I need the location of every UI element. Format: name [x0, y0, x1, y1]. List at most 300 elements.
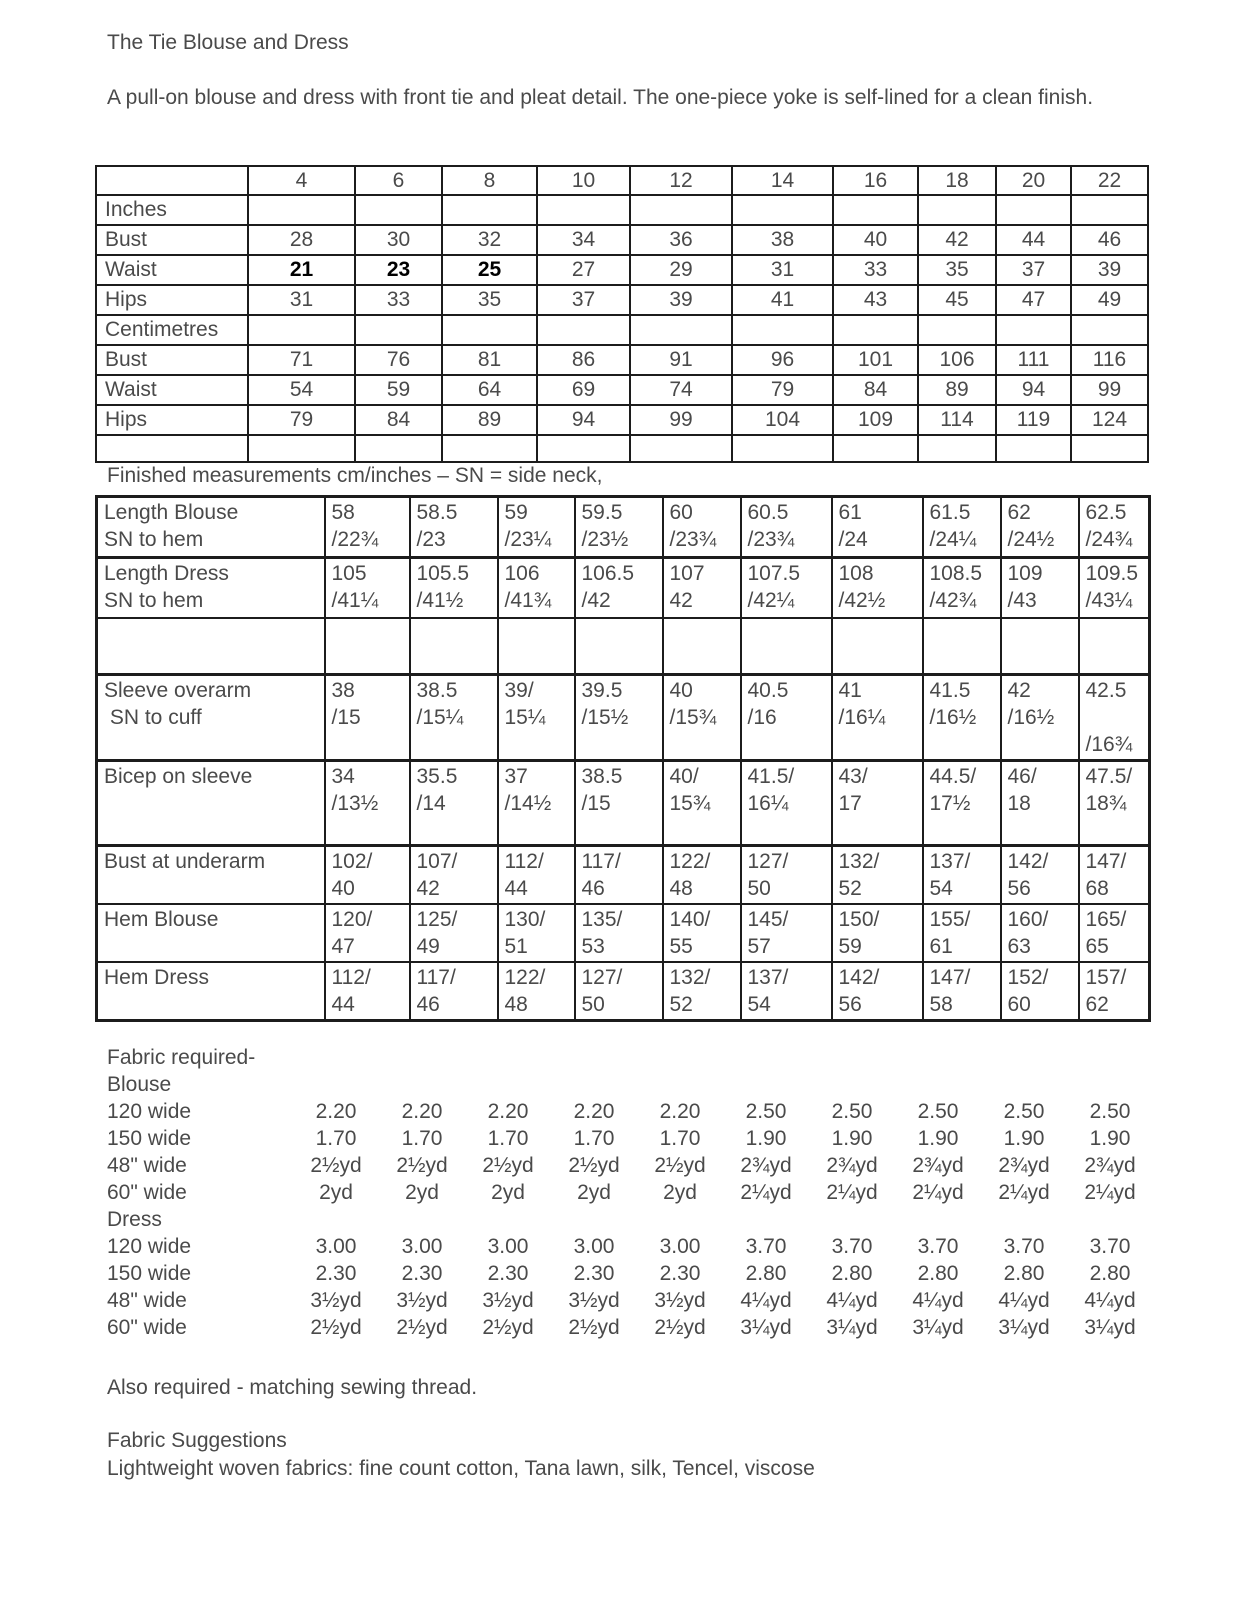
measurement-label-cell: Bust — [96, 225, 248, 255]
size-header-cell: 12 — [630, 166, 732, 195]
measurement-value-cell: 124 — [1071, 405, 1148, 435]
finished-value-cell — [923, 497, 1001, 558]
finished-measurement-row — [97, 675, 1150, 761]
cell-line: 18¾ — [1085, 792, 1127, 815]
measurement-value-cell: 42 — [918, 225, 996, 255]
measurement-value-cell: 54 — [248, 375, 355, 405]
fabric-required-table — [107, 1044, 1153, 1341]
finished-value-cell — [575, 761, 663, 846]
finished-value-cell — [410, 497, 498, 558]
measurement-value-cell: 28 — [248, 225, 355, 255]
cell-line: 60 — [1007, 993, 1031, 1016]
finished-value-cell — [1079, 761, 1150, 846]
measurement-value-cell: 96 — [732, 345, 833, 375]
finished-value-cell — [575, 558, 663, 619]
cell-line: 38 — [331, 679, 355, 702]
finished-value-cell — [410, 558, 498, 619]
cell-line: 102/ — [331, 850, 373, 873]
cell-line: Sleeve overarm — [104, 679, 252, 702]
measurement-value-cell: 89 — [442, 405, 537, 435]
cell-line: 155/ — [929, 908, 971, 931]
cell-line: Hem Dress — [104, 966, 210, 989]
fabric-amount-cell: 2½yd — [482, 1154, 534, 1177]
finished-measurements-table-body — [97, 497, 1150, 1021]
finished-value-cell — [923, 904, 1001, 962]
cell-line: 47 — [331, 935, 355, 958]
fabric-amount-cell: 2¼yd — [912, 1181, 964, 1204]
finished-value-cell — [1079, 618, 1150, 675]
empty-cell — [833, 435, 918, 462]
fabric-requirement-row — [107, 1152, 1153, 1179]
cell-line: 165/ — [1085, 908, 1127, 931]
cell-line: Bust at underarm — [104, 850, 266, 873]
size-header-cell: 8 — [442, 166, 537, 195]
cell-line: 50 — [581, 993, 605, 1016]
fabric-amount-cell: 3.00 — [573, 1235, 615, 1258]
cell-line: 43/ — [838, 765, 868, 788]
cell-line: /41½ — [416, 589, 464, 612]
fabric-amount-cell: 1.70 — [487, 1127, 529, 1150]
measurement-row — [96, 405, 1148, 435]
finished-value-cell — [663, 846, 741, 905]
unit-label-cell: Inches — [96, 195, 248, 225]
measurement-value-cell: 49 — [1071, 285, 1148, 315]
cell-line: 42 — [416, 877, 440, 900]
cell-line — [1086, 704, 1143, 731]
cell-line: 46 — [581, 877, 605, 900]
finished-measurements-caption: Finished measurements cm/inches – SN = side neck, — [107, 464, 603, 487]
finished-value-cell — [410, 618, 498, 675]
fabric-width-label-cell: 48" wide — [107, 1289, 187, 1312]
empty-cell — [918, 195, 996, 225]
fabric-width-label-cell: 60" wide — [107, 1181, 187, 1204]
cell-line: 106.5 — [581, 562, 635, 585]
finished-value-cell — [325, 846, 410, 905]
fabric-amount-cell: 3.70 — [831, 1235, 873, 1258]
finished-value-cell — [832, 558, 923, 619]
fabric-amount-cell: 1.90 — [917, 1127, 959, 1150]
empty-cell — [996, 315, 1071, 345]
cell-line: /16¾ — [1085, 733, 1133, 756]
fabric-amount-cell: 3.00 — [315, 1235, 357, 1258]
finished-value-cell — [832, 846, 923, 905]
measurement-value-cell: 45 — [918, 285, 996, 315]
cell-line: /15 — [581, 792, 611, 815]
cell-line: /13½ — [331, 792, 379, 815]
fabric-amount-cell: 4¼yd — [1084, 1289, 1136, 1312]
cell-line: 54 — [747, 993, 771, 1016]
measurement-value-cell: 84 — [833, 375, 918, 405]
cell-line: /15½ — [581, 706, 629, 729]
cell-line: 42.5 — [1085, 679, 1127, 702]
fabric-amount-cell: 2yd — [319, 1181, 353, 1204]
fabric-amount-cell: 3½yd — [310, 1289, 362, 1312]
empty-cell — [732, 315, 833, 345]
measurement-value-cell: 40 — [833, 225, 918, 255]
finished-value-cell — [1001, 962, 1079, 1021]
empty-cell — [1071, 195, 1148, 225]
fabric-amount-cell: 3¼yd — [912, 1316, 964, 1339]
fabric-amount-cell: 3.00 — [401, 1235, 443, 1258]
fabric-requirement-row — [107, 1125, 1153, 1152]
also-required-note: Also required - matching sewing thread. — [107, 1376, 478, 1399]
measurement-value-cell: 37 — [537, 285, 630, 315]
cell-line: /24½ — [1007, 528, 1055, 551]
empty-cell — [630, 315, 732, 345]
measurement-value-cell: 36 — [630, 225, 732, 255]
finished-value-cell — [325, 962, 410, 1021]
finished-value-cell — [1001, 558, 1079, 619]
cell-line: 112/ — [504, 850, 544, 873]
finished-value-cell — [325, 761, 410, 846]
finished-measurements-table — [95, 495, 1151, 1022]
finished-label-cell — [97, 497, 325, 558]
fabric-amount-cell: 3¼yd — [826, 1316, 878, 1339]
finished-value-cell — [498, 497, 575, 558]
fabric-amount-cell: 1.90 — [831, 1127, 873, 1150]
cell-line: 59 — [504, 501, 528, 524]
measurement-value-cell: 39 — [1071, 255, 1148, 285]
cell-line: 38.5 — [581, 765, 623, 788]
fabric-amount-cell: 3¼yd — [1084, 1316, 1136, 1339]
finished-value-cell — [741, 962, 832, 1021]
measurement-value-cell: 44 — [996, 225, 1071, 255]
finished-value-cell — [498, 675, 575, 761]
fabric-heading-row — [107, 1044, 1153, 1071]
measurement-value-cell: 106 — [918, 345, 996, 375]
finished-measurement-row — [97, 904, 1150, 962]
finished-value-cell — [498, 558, 575, 619]
cell-line: /16 — [747, 706, 777, 729]
finished-measurement-row — [97, 962, 1150, 1021]
measurement-row — [96, 285, 1148, 315]
measurement-value-cell: 79 — [248, 405, 355, 435]
fabric-amount-cell: 4¼yd — [740, 1289, 792, 1312]
cell-line: 140/ — [669, 908, 711, 931]
empty-cell — [442, 315, 537, 345]
cell-line: /23 — [416, 528, 446, 551]
finished-value-cell — [741, 618, 832, 675]
measurement-value-cell: 39 — [630, 285, 732, 315]
cell-line: 52 — [669, 993, 693, 1016]
cell-line: 150/ — [838, 908, 880, 931]
fabric-amount-cell: 1.90 — [1089, 1127, 1131, 1150]
fabric-width-label-cell: 150 wide — [107, 1262, 192, 1285]
finished-value-cell — [832, 904, 923, 962]
fabric-amount-cell: 3½yd — [396, 1289, 448, 1312]
cell-line: /15 — [331, 706, 361, 729]
measurement-value-cell: 35 — [918, 255, 996, 285]
cell-line: 62 — [1085, 993, 1109, 1016]
measurement-value-cell: 37 — [996, 255, 1071, 285]
finished-value-cell — [663, 962, 741, 1021]
fabric-amount-cell: 1.70 — [659, 1127, 701, 1150]
fabric-amount-cell: 2.80 — [745, 1262, 787, 1285]
measurement-value-cell: 99 — [630, 405, 732, 435]
finished-measurement-row — [97, 497, 1150, 558]
cell-line: 122/ — [504, 966, 546, 989]
measurement-value-cell: 64 — [442, 375, 537, 405]
body-measurements-table-body — [96, 166, 1148, 462]
cell-line: 61.5 — [929, 501, 971, 524]
fabric-width-label-cell: 60" wide — [107, 1316, 187, 1339]
cell-line: 40/ — [669, 765, 699, 788]
empty-cell — [630, 435, 732, 462]
cell-line: 58.5 — [416, 501, 458, 524]
measurement-value-cell: 111 — [996, 345, 1071, 375]
cell-line: 17½ — [929, 792, 971, 815]
measurement-label-cell: Hips — [96, 405, 248, 435]
cell-line: /42½ — [838, 589, 886, 612]
measurement-value-cell: 27 — [537, 255, 630, 285]
fabric-amount-cell: 2½yd — [654, 1154, 706, 1177]
measurement-value-cell: 101 — [833, 345, 918, 375]
finished-label-cell — [97, 558, 325, 619]
measurement-value-cell: 71 — [248, 345, 355, 375]
size-header-row — [96, 166, 1148, 195]
cell-line: 41 — [838, 679, 862, 702]
cell-line: 132/ — [669, 966, 711, 989]
finished-value-cell — [741, 904, 832, 962]
empty-cell — [355, 315, 442, 345]
fabric-amount-cell: 2.30 — [487, 1262, 529, 1285]
cell-line: 105 — [331, 562, 367, 585]
finished-value-cell — [575, 846, 663, 905]
finished-value-cell — [325, 558, 410, 619]
finished-value-cell — [663, 904, 741, 962]
cell-line: 39/ — [504, 679, 534, 702]
empty-cell — [248, 435, 355, 462]
size-header-label-cell — [96, 166, 248, 195]
cell-line: 16¼ — [747, 792, 789, 815]
measurement-value-cell: 94 — [996, 375, 1071, 405]
cell-line: 152/ — [1007, 966, 1049, 989]
fabric-amount-cell: 4¼yd — [998, 1289, 1050, 1312]
cell-line: 107.5 — [747, 562, 801, 585]
cell-line: 37 — [504, 765, 528, 788]
cell-line: 40 — [669, 679, 693, 702]
empty-cell — [732, 435, 833, 462]
measurement-value-cell: 33 — [355, 285, 442, 315]
finished-value-cell — [663, 497, 741, 558]
cell-line: 59.5 — [581, 501, 623, 524]
cell-line: Length Dress — [104, 562, 229, 585]
size-header-cell: 14 — [732, 166, 833, 195]
cell-line: 137/ — [747, 966, 789, 989]
finished-value-cell — [741, 675, 832, 761]
cell-line: 54 — [929, 877, 953, 900]
cell-line: 132/ — [838, 850, 880, 873]
fabric-amount-cell: 3.70 — [1089, 1235, 1131, 1258]
finished-value-cell — [923, 558, 1001, 619]
fabric-amount-cell: 2¼yd — [740, 1181, 792, 1204]
fabric-amount-cell: 3.70 — [1003, 1235, 1045, 1258]
cell-line: /43¼ — [1085, 589, 1133, 612]
cell-line: 68 — [1085, 877, 1109, 900]
measurement-value-cell: 69 — [537, 375, 630, 405]
cell-line: 40 — [331, 877, 355, 900]
cell-line: SN to cuff — [104, 706, 202, 729]
fabric-amount-cell: 3.00 — [659, 1235, 701, 1258]
finished-value-cell — [832, 675, 923, 761]
fabric-amount-cell: 2½yd — [568, 1154, 620, 1177]
finished-value-cell — [741, 846, 832, 905]
pattern-description: A pull-on blouse and dress with front tie and pleat detail. The one-piece yoke is self-lined for a clean finish. — [107, 86, 1094, 109]
finished-value-cell — [325, 618, 410, 675]
cell-line: 15¾ — [669, 792, 711, 815]
cell-line: /41¼ — [331, 589, 379, 612]
cell-line: /43 — [1007, 589, 1037, 612]
cell-line: 61 — [838, 501, 862, 524]
measurement-value-cell: 46 — [1071, 225, 1148, 255]
finished-value-cell — [1001, 618, 1079, 675]
measurement-value-cell: 41 — [732, 285, 833, 315]
fabric-amount-cell: 3½yd — [482, 1289, 534, 1312]
cell-line: 62.5 — [1085, 501, 1127, 524]
measurement-value-cell: 89 — [918, 375, 996, 405]
finished-measurement-row — [97, 558, 1150, 619]
fabric-amount-cell: 2.20 — [659, 1100, 701, 1123]
empty-cell — [1071, 435, 1148, 462]
fabric-amount-cell: 2½yd — [654, 1316, 706, 1339]
fabric-amount-cell: 2½yd — [568, 1316, 620, 1339]
finished-value-cell — [741, 558, 832, 619]
cell-line: /24¾ — [1085, 528, 1133, 551]
finished-value-cell — [498, 962, 575, 1021]
cell-line: 147/ — [1085, 850, 1127, 873]
size-header-cell: 22 — [1071, 166, 1148, 195]
cell-line: 62 — [1007, 501, 1031, 524]
measurement-value-cell: 21 — [248, 255, 355, 285]
fabric-suggestions-body: Lightweight woven fabrics: fine count cotton, Tana lawn, silk, Tencel, viscose — [107, 1457, 815, 1480]
measurement-value-cell: 81 — [442, 345, 537, 375]
cell-line: 107/ — [416, 850, 458, 873]
fabric-amount-cell: 2¼yd — [826, 1181, 878, 1204]
fabric-amount-cell: 3.70 — [917, 1235, 959, 1258]
cell-line: /23¾ — [747, 528, 795, 551]
measurement-label-cell: Hips — [96, 285, 248, 315]
cell-line: /24 — [838, 528, 868, 551]
measurement-value-cell: 35 — [442, 285, 537, 315]
measurement-value-cell: 47 — [996, 285, 1071, 315]
finished-value-cell — [923, 962, 1001, 1021]
cell-line: 127/ — [747, 850, 789, 873]
unit-row — [96, 195, 1148, 225]
fabric-amount-cell: 2.80 — [831, 1262, 873, 1285]
cell-line: SN to hem — [104, 589, 204, 612]
cell-line: 51 — [504, 935, 528, 958]
cell-line: 15¼ — [504, 706, 546, 729]
unit-label-cell: Centimetres — [96, 315, 248, 345]
size-header-cell: 18 — [918, 166, 996, 195]
measurement-value-cell: 94 — [537, 405, 630, 435]
measurement-value-cell: 38 — [732, 225, 833, 255]
body-measurements-table — [95, 165, 1149, 463]
cell-line: 49 — [416, 935, 440, 958]
size-header-cell: 6 — [355, 166, 442, 195]
finished-value-cell — [923, 846, 1001, 905]
cell-line: 108.5 — [929, 562, 983, 585]
cell-line: Bicep on sleeve — [104, 765, 253, 788]
finished-value-cell — [832, 962, 923, 1021]
fabric-requirement-row — [107, 1287, 1153, 1314]
cell-line: 44.5/ — [929, 765, 977, 788]
measurement-value-cell: 43 — [833, 285, 918, 315]
fabric-amount-cell: 3.00 — [487, 1235, 529, 1258]
cell-line: 18 — [1007, 792, 1031, 815]
fabric-amount-cell: 2½yd — [396, 1154, 448, 1177]
fabric-amount-cell: 2½yd — [310, 1316, 362, 1339]
empty-cell — [1071, 315, 1148, 345]
cell-line: 56 — [1007, 877, 1031, 900]
measurement-value-cell: 74 — [630, 375, 732, 405]
finished-value-cell — [410, 904, 498, 962]
fabric-requirement-row — [107, 1179, 1153, 1206]
fabric-requirement-row — [107, 1098, 1153, 1125]
measurement-value-cell: 91 — [630, 345, 732, 375]
fabric-amount-cell: 2¾yd — [740, 1154, 792, 1177]
fabric-amount-cell: 2.50 — [831, 1100, 873, 1123]
cell-line: 46 — [416, 993, 440, 1016]
fabric-amount-cell: 2.50 — [917, 1100, 959, 1123]
cell-line: 44 — [331, 993, 355, 1016]
fabric-amount-cell: 4¼yd — [912, 1289, 964, 1312]
cell-line: 160/ — [1007, 908, 1049, 931]
cell-line: 117/ — [581, 850, 621, 873]
page-title: The Tie Blouse and Dress — [107, 31, 349, 54]
cell-line: 58 — [929, 993, 953, 1016]
finished-value-cell — [1001, 497, 1079, 558]
measurement-label-cell: Waist — [96, 255, 248, 285]
cell-line: /15¾ — [669, 706, 717, 729]
fabric-amount-cell: 2½yd — [482, 1316, 534, 1339]
cell-line: 48 — [669, 877, 693, 900]
cell-line: 109.5 — [1085, 562, 1139, 585]
fabric-requirement-row — [107, 1260, 1153, 1287]
finished-value-cell — [410, 675, 498, 761]
cell-line: 42 — [1007, 679, 1031, 702]
empty-cell — [996, 195, 1071, 225]
fabric-amount-cell: 3¼yd — [998, 1316, 1050, 1339]
cell-line: 48 — [504, 993, 528, 1016]
fabric-amount-cell: 2.30 — [315, 1262, 357, 1285]
cell-line: 40.5 — [747, 679, 789, 702]
cell-line: 61 — [929, 935, 953, 958]
finished-value-cell — [498, 761, 575, 846]
finished-value-cell — [575, 497, 663, 558]
unit-row — [96, 315, 1148, 345]
cell-line: 122/ — [669, 850, 711, 873]
cell-line: 157/ — [1085, 966, 1127, 989]
empty-cell — [732, 195, 833, 225]
cell-line: 137/ — [929, 850, 971, 873]
fabric-group-name-cell: Dress — [107, 1208, 162, 1231]
fabric-amount-cell: 4¼yd — [826, 1289, 878, 1312]
empty-cell — [833, 195, 918, 225]
measurement-value-cell: 119 — [996, 405, 1071, 435]
cell-line: /14½ — [504, 792, 552, 815]
cell-line: 52 — [838, 877, 862, 900]
finished-label-cell — [97, 675, 325, 761]
cell-line: SN to hem — [104, 528, 204, 551]
finished-value-cell — [498, 904, 575, 962]
fabric-amount-cell: 1.90 — [1003, 1127, 1045, 1150]
finished-value-cell — [663, 675, 741, 761]
cell-line: /15¼ — [416, 706, 464, 729]
finished-value-cell — [1001, 761, 1079, 846]
fabric-amount-cell: 3½yd — [568, 1289, 620, 1312]
finished-value-cell — [832, 497, 923, 558]
